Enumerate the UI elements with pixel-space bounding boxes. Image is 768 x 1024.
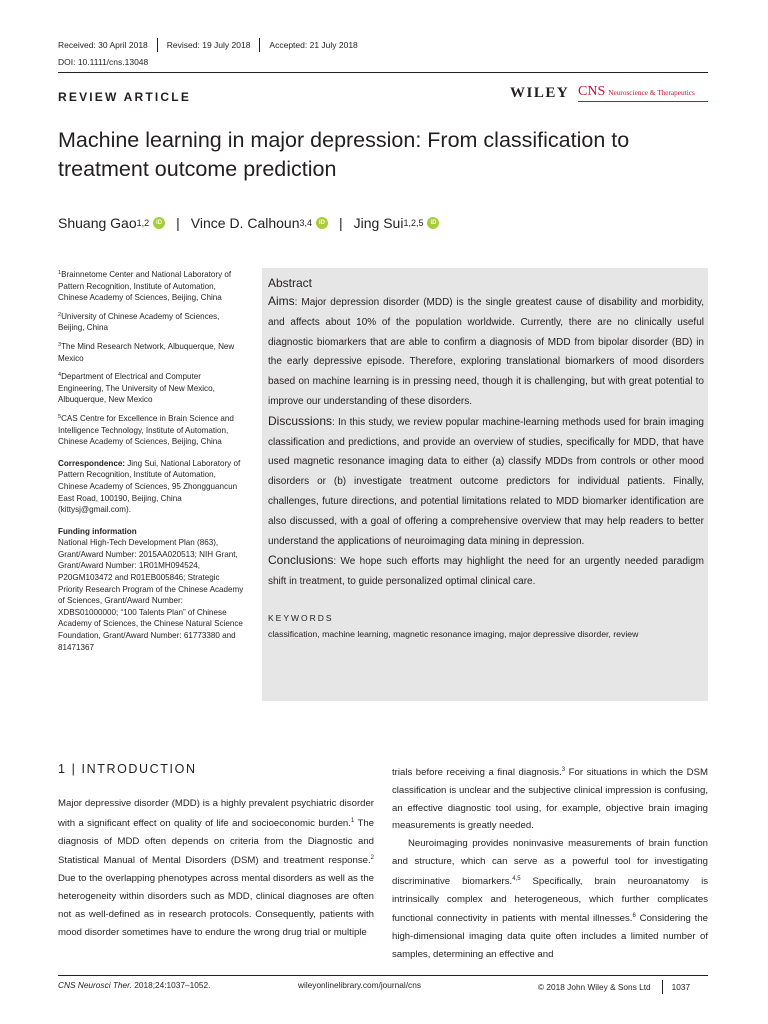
- body-column-right: [392, 762, 708, 964]
- author-separator: |: [339, 215, 343, 231]
- divider: [157, 38, 158, 52]
- footer-rule: [58, 975, 708, 976]
- affiliation-text: Brainnetome Center and National Laboratory of Pattern Recognition, Institute of Automation, Chinese Academy of Sciences, Beijing, China: [58, 270, 232, 303]
- citation[interactable]: 3: [561, 767, 566, 773]
- text: The diagnosis of MDD often depends on criteria from the Diagnostic and Statistical Manual of Mental Disorders (DSM) and treatment response.: [58, 817, 374, 867]
- abstract-box: [262, 268, 708, 701]
- text: Specifically, brain neuroanatomy is intrinsically complex and heterogeneous, which further complicates functional connectivity in patients with mental illnesses.: [392, 875, 708, 925]
- footer-right: [538, 980, 690, 994]
- keywords-heading: KEYWORDS: [268, 612, 334, 623]
- author-name[interactable]: Shuang Gao: [58, 215, 137, 231]
- section-text: : In this study, we review popular machine-learning methods used for brain imaging classification and predictions, and provide an overview of studies, specifically for MDD, that have used magnetic resonance imaging data to either (a) classify MDDs from controls or other mood disorders or (b) investigate treatment outcome predictors for individual patients. Finally, challenges, future directions, and potential limitations related to MDD biomarker identification are also discussed, with a goal of offering a comprehensive overview that may help readers to better understand the applications of neuroimaging data mining in depression.: [268, 416, 704, 547]
- section-label: Aims: [268, 294, 295, 308]
- affiliation: [58, 340, 244, 364]
- received-date: Received: 30 April 2018: [58, 40, 148, 50]
- page-number: 1037: [671, 982, 691, 992]
- citation[interactable]: 1: [350, 817, 355, 824]
- funding-heading: Funding information: [58, 526, 137, 536]
- author-affiliation: 1,2: [136, 218, 150, 228]
- affiliation-number: 1: [58, 270, 62, 276]
- keywords: classification, machine learning, magnetic resonance imaging, major depressive disorder, review: [268, 628, 639, 639]
- section-text: : We hope such efforts may highlight the need for an urgently needed paradigm shift in treatment, to guide personalized optimal clinical care.: [268, 556, 704, 588]
- author-name[interactable]: Jing Sui: [353, 215, 404, 231]
- paragraph: [392, 835, 708, 964]
- paragraph: [58, 795, 374, 941]
- abstract-aims: [268, 292, 704, 412]
- affiliation: [58, 310, 244, 334]
- journal-logo: [578, 84, 708, 102]
- revised-date: Revised: 19 July 2018: [166, 40, 251, 50]
- abstract-discussions: [268, 412, 704, 552]
- text: Considering the high-dimensional imaging data quite often includes a limited number of samples, determining an effective and: [392, 913, 708, 960]
- section-heading: 1 | INTRODUCTION: [58, 762, 197, 776]
- affiliation-number: 5: [58, 413, 62, 420]
- accepted-date: Accepted: 21 July 2018: [269, 40, 358, 50]
- journal-cite: CNS Neurosci Ther.: [58, 980, 132, 990]
- correspondence-text: Jing Sui, National Laboratory of Pattern Recognition, Institute of Automation, Chinese Academy of Sciences, 95 Zhongguancun East Road, 100190, Beijing, China (kittysj@gmail.com).: [58, 458, 241, 515]
- author-list: [58, 215, 439, 231]
- affiliation: [58, 268, 244, 304]
- citation[interactable]: 2: [370, 855, 374, 862]
- citation[interactable]: 6: [632, 913, 636, 920]
- section-label: Conclusions: [268, 553, 334, 568]
- article-title: Machine learning in major depression: From classification to treatment outcome prediction: [58, 128, 630, 181]
- divider: [259, 38, 260, 52]
- text: Major depressive disorder (MDD) is a highly prevalent psychiatric disorder with a significant effect on quality of life and socioeconomic burden.: [58, 798, 374, 829]
- abstract-conclusions: [268, 551, 704, 592]
- journal-name: Neuroscience & Therapeutics: [608, 88, 695, 97]
- affiliation-text: CAS Centre for Excellence in Brain Science and Intelligence Technology, Institute of Automation, Chinese Academy of Sciences, Beijing, China: [58, 413, 234, 447]
- footer-citation: [58, 980, 210, 990]
- affiliation-text: The Mind Research Network, Albuquerque, New Mexico: [58, 341, 235, 363]
- text: For situations in which the DSM classification is unclear and the subjective clinical impression is confusing, an effective diagnostic tool using, for example, objective brain imaging measurements is greatly needed.: [392, 767, 708, 832]
- orcid-icon[interactable]: iD: [316, 217, 328, 229]
- affiliations-column: [58, 268, 244, 659]
- author-separator: |: [176, 215, 180, 231]
- text: Neuroimaging provides noninvasive measurements of brain function and structure, which can serve as a powerful tool for investigating discriminative biomarkers.: [392, 838, 708, 887]
- funding-text: National High-Tech Development Plan (863), Grant/Award Number: 2015AA020513; NIH Grant, Grant/Award Number: 1R01MH094524, P20GM103472 and R01EB005846; Strategic Priority Research Program of the Chinese Academy of Sciences, Grant/Award Number: XDBS01000000; “100 Talents Plan” of Chinese Academy of Sciences, the Chinese Natural Science Foundation, Grant/Award Number: 61773380 and 81471367: [58, 538, 244, 652]
- header-rule: [58, 72, 708, 73]
- affiliation-number: 3: [58, 341, 62, 348]
- citation[interactable]: 4,5: [512, 875, 521, 882]
- publisher-logo: WILEY: [510, 85, 570, 101]
- text: Due to the overlapping phenotypes across mental disorders as well as the heterogeneity within disorders such as MDD, clinical diagnoses are often not as well-defined as in research protocols. Consequently, patients with mood disorder sometimes have to endure the wrong drug trial or multiple: [58, 873, 374, 938]
- affiliation-number: 4: [58, 372, 62, 379]
- affiliation-text: University of Chinese Academy of Sciences, Beijing, China: [58, 311, 220, 333]
- paragraph: [392, 762, 708, 835]
- orcid-icon[interactable]: iD: [427, 217, 439, 229]
- correspondence: [58, 458, 244, 516]
- abstract-heading: Abstract: [268, 276, 313, 290]
- article-dates: [58, 38, 358, 52]
- affiliation: [58, 412, 244, 448]
- section-label: Discussions: [268, 413, 333, 428]
- article-type: REVIEW ARTICLE: [58, 90, 192, 104]
- author-affiliation: 1,2,5: [403, 218, 424, 228]
- doi[interactable]: DOI: 10.1111/cns.13048: [58, 57, 149, 67]
- affiliation-text: Department of Electrical and Computer Engineering, The University of New Mexico, Albuquerque, New Mexico: [58, 372, 215, 405]
- orcid-icon[interactable]: iD: [153, 217, 165, 229]
- section-text: : Major depression disorder (MDD) is the single greatest cause of disability and morbidity, and affects about 10% of the population worldwide. Currently, there are no clinically useful diagnostic biomarkers that are able to confirm a diagnosis of MDD from bipolar disorder (BD) in the early depressive episode. Therefore, exploring translational biomarkers of mood disorders based on machine learning is in pressing need, though it is challenging, but with great potential to improve our understanding of these disorders.: [268, 297, 704, 407]
- affiliation: [58, 370, 244, 406]
- journal-abbr: CNS: [578, 84, 606, 99]
- cite-rest: 2018;24:1037–1052.: [131, 980, 211, 990]
- text: trials before receiving a final diagnosis.: [392, 767, 562, 778]
- body-column-left: [58, 795, 374, 941]
- correspondence-label: Correspondence:: [58, 458, 126, 468]
- divider: [662, 980, 663, 994]
- author-name[interactable]: Vince D. Calhoun: [190, 215, 300, 231]
- copyright: © 2018 John Wiley & Sons Ltd: [538, 982, 651, 992]
- footer-url[interactable]: wileyonlinelibrary.com/journal/cns: [298, 980, 421, 990]
- affiliation-number: 2: [58, 311, 62, 318]
- author-affiliation: 3,4: [299, 218, 312, 228]
